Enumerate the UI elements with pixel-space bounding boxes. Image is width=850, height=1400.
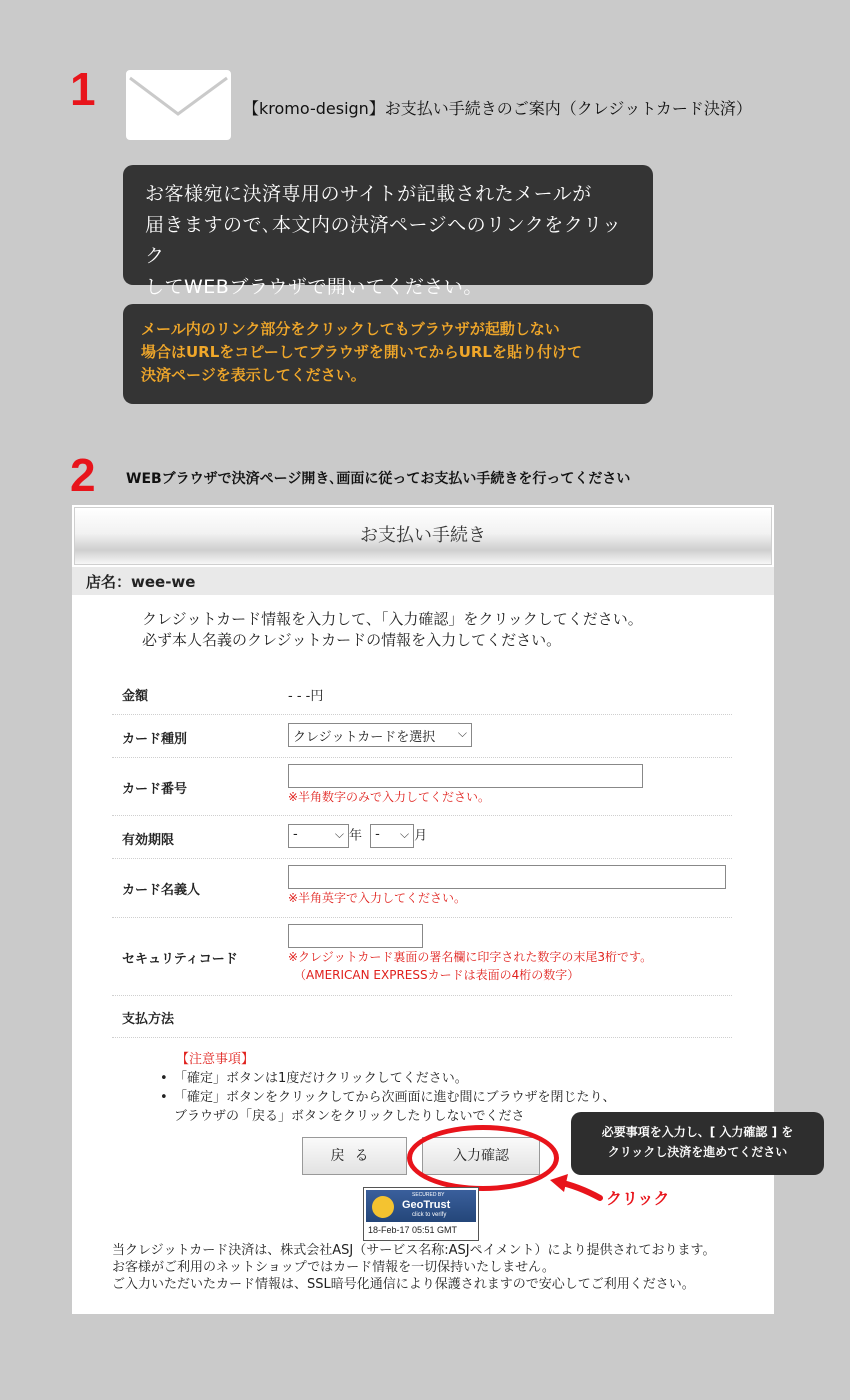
click-label: クリック: [606, 1189, 670, 1208]
row-amount: [112, 673, 732, 715]
instruction-line: してWEBブラウザで開いてください。: [145, 276, 483, 298]
expiry-year-select[interactable]: [288, 824, 349, 848]
caution-item: • 「確定」ボタンをクリックしてから次画面に進む間にブラウザを閉じたり、: [160, 1088, 615, 1107]
notice-line: 決済ページを表示してください。: [141, 366, 366, 384]
footer-line: お客様がご利用のネットショップではカード情報を一切保持いたしません。: [112, 1260, 555, 1275]
shop-name: 店名：wee-we: [72, 567, 774, 595]
payment-method-label: 支払方法: [122, 1012, 175, 1027]
instruction-line: 届きますので､本文内の決済ページへのリンクをクリック: [145, 214, 622, 267]
card-type-label: カード種別: [122, 732, 188, 747]
arrow-icon: [548, 1172, 608, 1212]
card-holder-input[interactable]: [288, 865, 726, 889]
payment-form: [112, 673, 732, 1038]
geotrust-secured: SECURED BY: [412, 1192, 445, 1198]
step-2-title: WEBブラウザで決済ページ開き､画面に従ってお支払い手続きを行ってください: [126, 471, 631, 487]
expiry-month-select[interactable]: [370, 824, 414, 848]
expiry-year-value: -: [293, 827, 298, 842]
card-number-label: カード番号: [122, 782, 188, 797]
holder-note: ※半角英字で入力してください。: [288, 891, 467, 905]
back-button[interactable]: 戻る: [302, 1137, 407, 1175]
row-payment-method: [112, 996, 732, 1038]
row-security: [112, 918, 732, 996]
row-card-number: [112, 758, 732, 816]
footer-line: 当クレジットカード決済は、株式会社ASJ（サービス名称:ASJペイメント）により提供されております。: [112, 1243, 716, 1258]
notice-box: [123, 304, 653, 404]
geotrust-name: GeoTrust: [402, 1199, 451, 1211]
geotrust-banner: [366, 1190, 476, 1222]
caution-item-cont: ブラウザの「戻る」ボタンをクリックしたりしないでくださ: [174, 1109, 525, 1124]
card-number-input[interactable]: [288, 764, 643, 788]
row-card-type: [112, 715, 732, 758]
footer-line: ご入力いただいたカード情報は、SSL暗号化通信により保護されますので安心してご利用ください。: [112, 1277, 695, 1292]
expiry-month-value: -: [375, 827, 380, 842]
expiry-month-unit: 月: [414, 828, 428, 844]
instruction-box: [123, 165, 653, 298]
row-holder: [112, 859, 732, 918]
caution-section: [160, 1050, 615, 1126]
panel-header: お支払い手続き: [74, 507, 772, 565]
holder-label: カード名義人: [122, 883, 201, 898]
highlight-ellipse: [407, 1125, 559, 1191]
chevron-down-icon: ⌵: [400, 827, 410, 841]
intro-line: 必ず本人名義のクレジットカードの情報を入力してください。: [142, 631, 562, 649]
step-2-number: 2: [70, 449, 96, 501]
caution-title: 【注意事項】: [176, 1052, 255, 1067]
security-note-amex: （AMERICAN EXPRESSカードは表面の4桁の数字）: [294, 968, 580, 982]
chevron-down-icon: ⌵: [334, 827, 344, 841]
amount-label: 金額: [122, 689, 149, 704]
security-label: セキュリティコード: [122, 952, 238, 967]
chevron-down-icon: ⌵: [457, 726, 467, 740]
intro-text: [142, 609, 643, 651]
amount-value: - - -円: [288, 689, 324, 704]
confirm-button[interactable]: 入力確認: [422, 1137, 540, 1175]
expiry-year-unit: 年: [349, 828, 363, 844]
tooltip-line: クリックし決済を進めてください: [607, 1145, 788, 1159]
instruction-tooltip: [571, 1112, 824, 1175]
step-1-title: 【kromo-design】お支払い手続きのご案内（クレジットカード決済）: [243, 99, 752, 118]
security-code-input[interactable]: [288, 924, 423, 948]
tooltip-line: 必要事項を入力し、[ 入力確認 ] を: [601, 1125, 794, 1139]
expiry-label: 有効期限: [122, 833, 175, 848]
security-note: ※クレジットカード裏面の署名欄に印字された数字の末尾3桁です。: [288, 950, 653, 964]
footer-text: [112, 1242, 715, 1293]
card-type-select[interactable]: [288, 723, 472, 747]
notice-line: メール内のリンク部分をクリックしてもブラウザが起動しない: [141, 320, 560, 338]
instruction-line: お客様宛に決済専用のサイトが記載されたメールが: [145, 183, 592, 205]
envelope-icon: [126, 70, 231, 140]
card-number-note: ※半角数字のみで入力してください。: [288, 790, 491, 804]
geotrust-seal[interactable]: [363, 1187, 479, 1241]
caution-item: • 「確定」ボタンは1度だけクリックしてください。: [160, 1069, 615, 1088]
geotrust-logo-icon: [372, 1196, 394, 1218]
geotrust-date: 18-Feb-17 05:51 GMT: [368, 1225, 458, 1235]
intro-line: クレジットカード情報を入力して、「入力確認」をクリックしてください。: [142, 610, 643, 628]
row-expiry: [112, 816, 732, 859]
step-1-number: 1: [70, 63, 96, 115]
card-type-selected: クレジットカードを選択: [293, 730, 436, 745]
geotrust-verify: click to verify: [412, 1212, 447, 1218]
notice-line: 場合はURLをコピーしてブラウザを開いてからURLを貼り付けて: [141, 343, 582, 361]
